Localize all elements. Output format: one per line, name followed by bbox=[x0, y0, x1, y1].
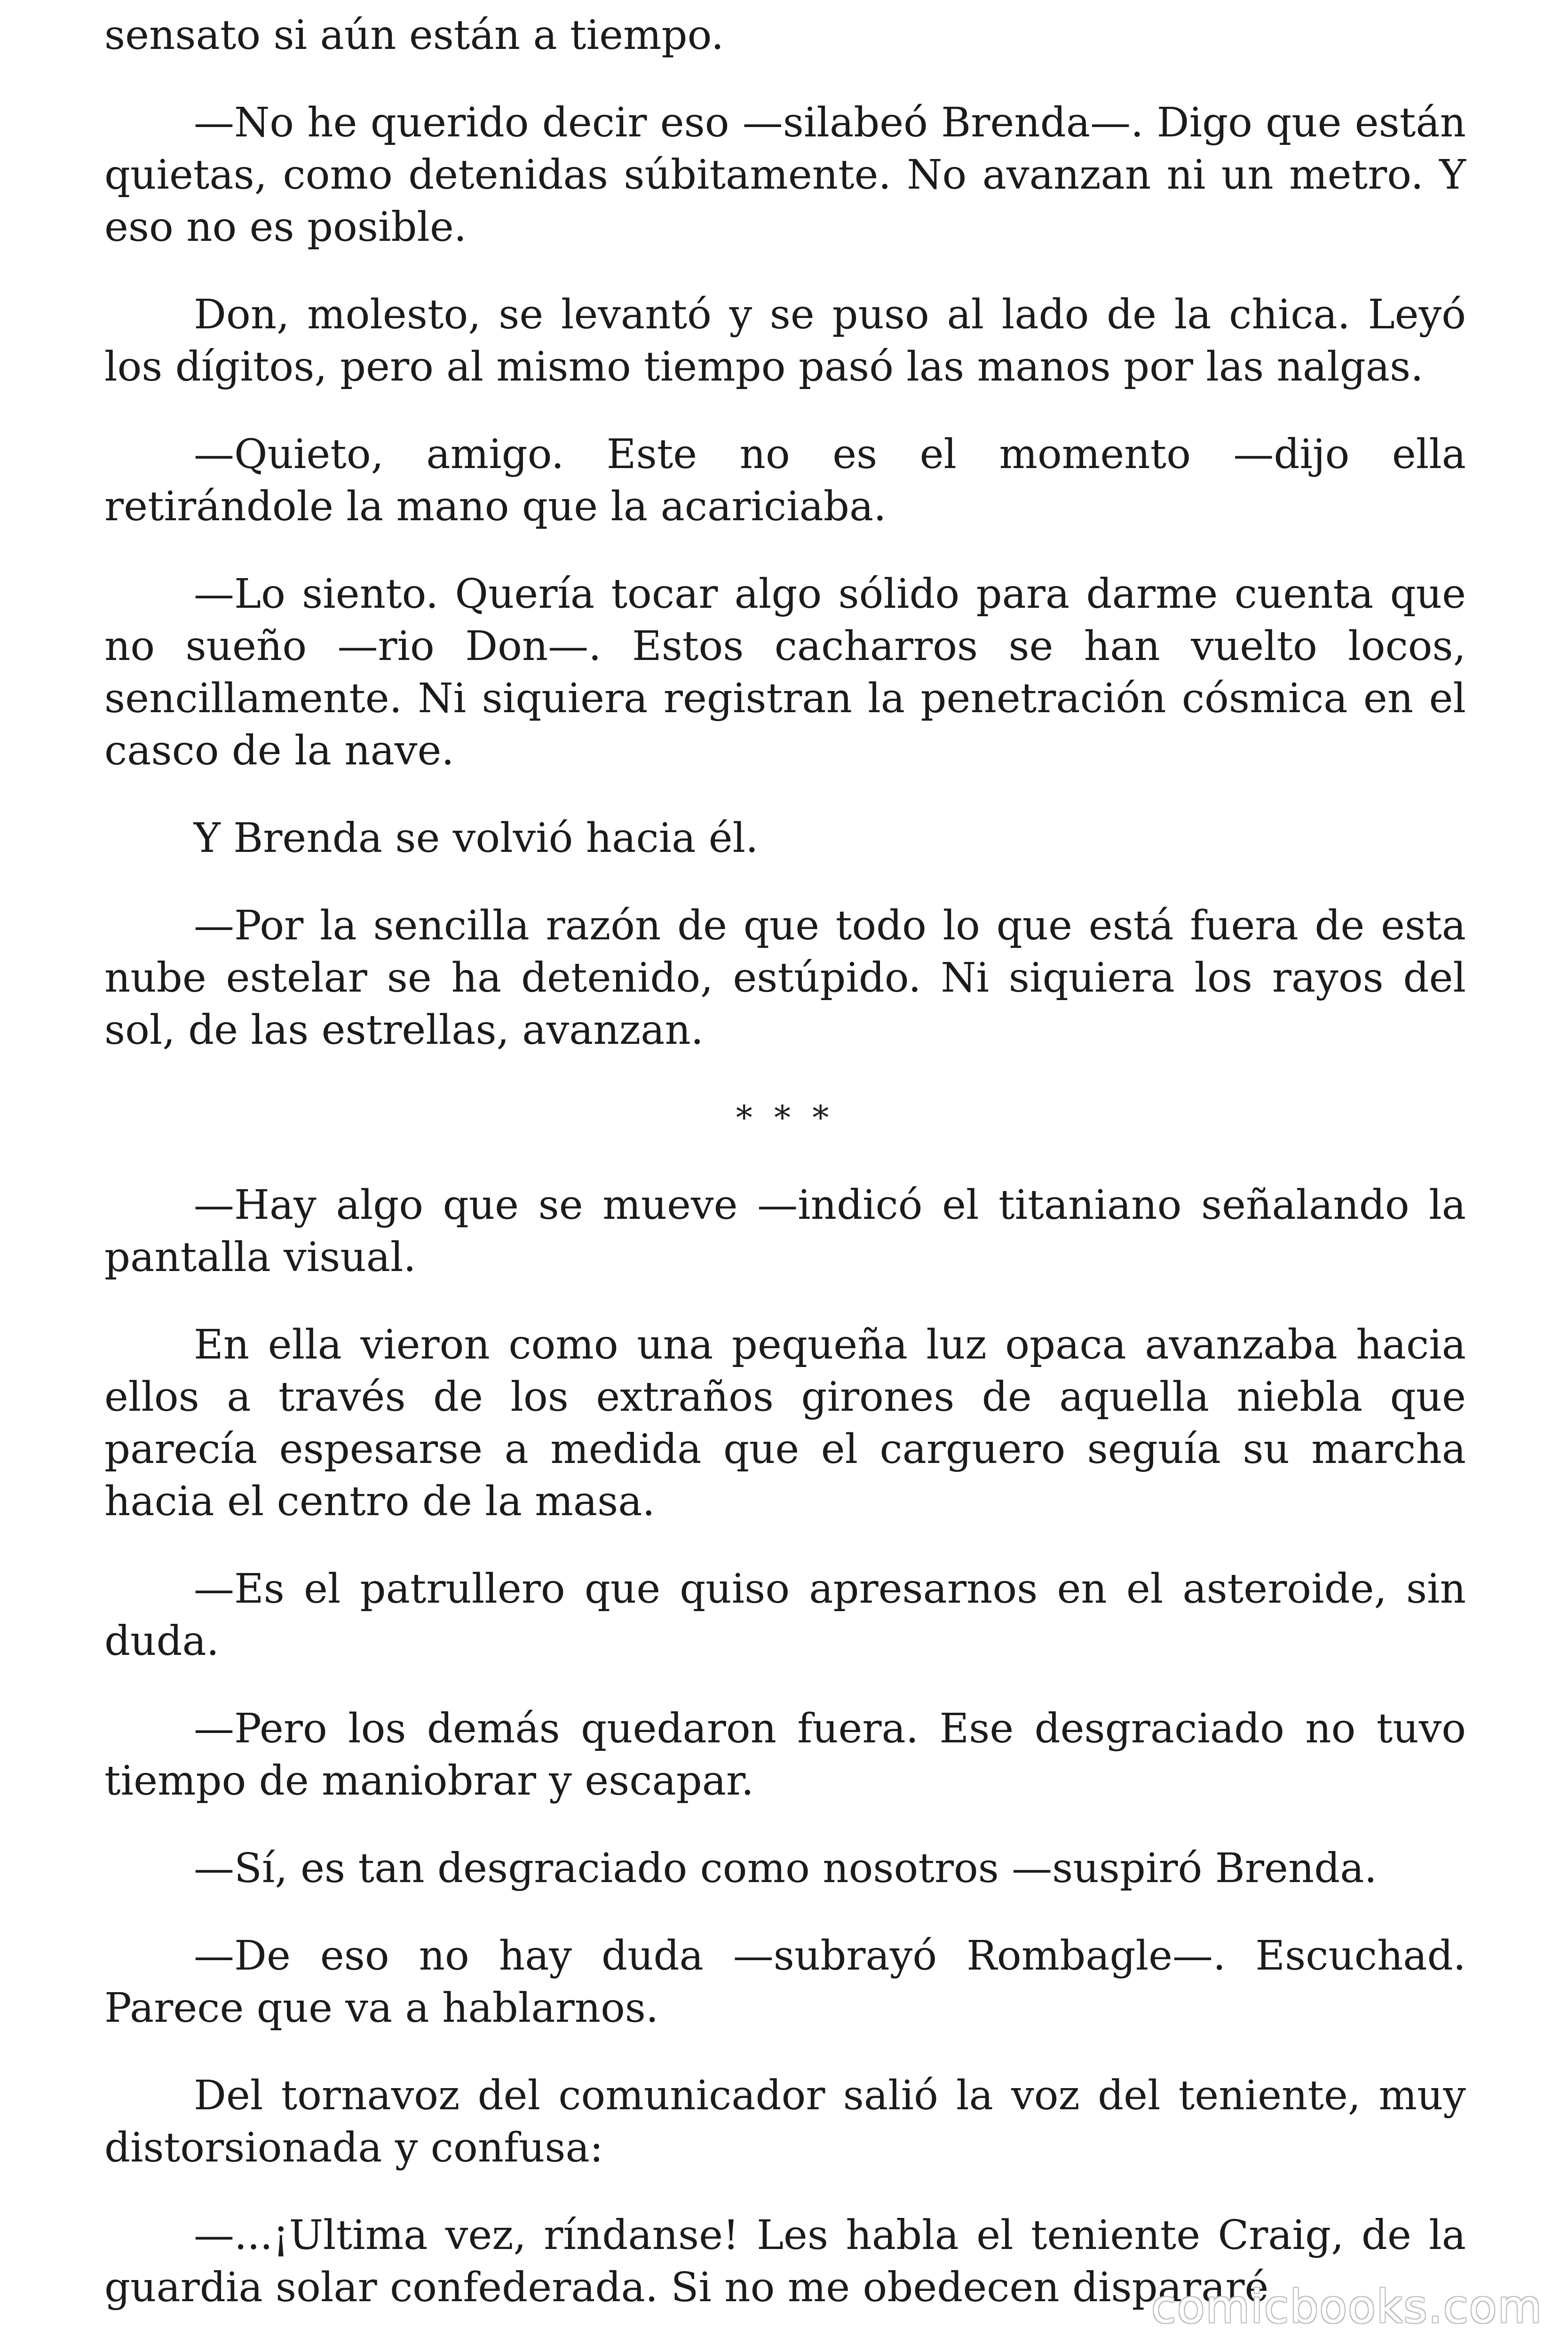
paragraph: —De eso no hay duda —subrayó Rombagle—. Escuchad. Parece que va a hablarnos. bbox=[104, 1932, 1466, 2032]
paragraph: —Hay algo que se mueve —indicó el titaniano señalando la pantalla visual. bbox=[104, 1182, 1466, 1281]
watermark-logo: comicbooks.com bbox=[1151, 2280, 1543, 2333]
paragraph bbox=[104, 2349, 1466, 2352]
paragraph: sensato si aún están a tiempo. bbox=[104, 12, 724, 59]
paragraph: —Lo siento. Quería tocar algo sólido para darme cuenta que no sueño —rio Don—. Estos cacharros se han vuelto locos, sencillamente. Ni siquiera registran la penetración cósmica en el casco de la nave. bbox=[104, 571, 1466, 774]
paragraph: Y Brenda se volvió hacia él. bbox=[194, 815, 759, 862]
paragraph: —Sí, es tan desgraciado como nosotros —suspiró Brenda. bbox=[194, 1845, 1377, 1892]
paragraph: —No he querido decir eso —silabeó Brenda—. Digo que están quietas, como detenidas súbitamente. No avanzan ni un metro. Y eso no es posible. bbox=[104, 99, 1466, 251]
paragraph: En ella vieron como una pequeña luz opaca avanzaba hacia ellos a través de los extraños girones de aquella niebla que parecía espesarse a medida que el carguero seguía su marcha hacia el centro de la masa. bbox=[104, 1321, 1466, 1525]
paragraph: —Quieto, amigo. Este no es el momento —dijo ella retirándole la mano que la acariciaba. bbox=[104, 431, 1466, 530]
paragraph: —Pero los demás quedaron fuera. Ese desgraciado no tuvo tiempo de maniobrar y escapar. bbox=[104, 1705, 1466, 1804]
paragraph: —...¡Ultima vez, ríndanse! Les habla el teniente Craig, de la guardia solar confederada. Si no me obedecen dispararé. bbox=[104, 2212, 1466, 2311]
scene-break: * * * bbox=[736, 1098, 835, 1137]
book-page bbox=[104, 9, 1466, 2352]
paragraph: —Es el patrullero que quiso apresarnos en el asteroide, sin duda. bbox=[104, 1565, 1466, 1665]
paragraph: —Por la sencilla razón de que todo lo que está fuera de esta nube estelar se ha detenido, estúpido. Ni siquiera los rayos del sol, de las estrellas, avanzan. bbox=[104, 902, 1466, 1054]
paragraph: Don, molesto, se levantó y se puso al lado de la chica. Leyó los dígitos, pero al mismo tiempo pasó las manos por las nalgas. bbox=[104, 291, 1466, 390]
paragraph: Del tornavoz del comunicador salió la voz del teniente, muy distorsionada y confusa: bbox=[104, 2072, 1466, 2171]
